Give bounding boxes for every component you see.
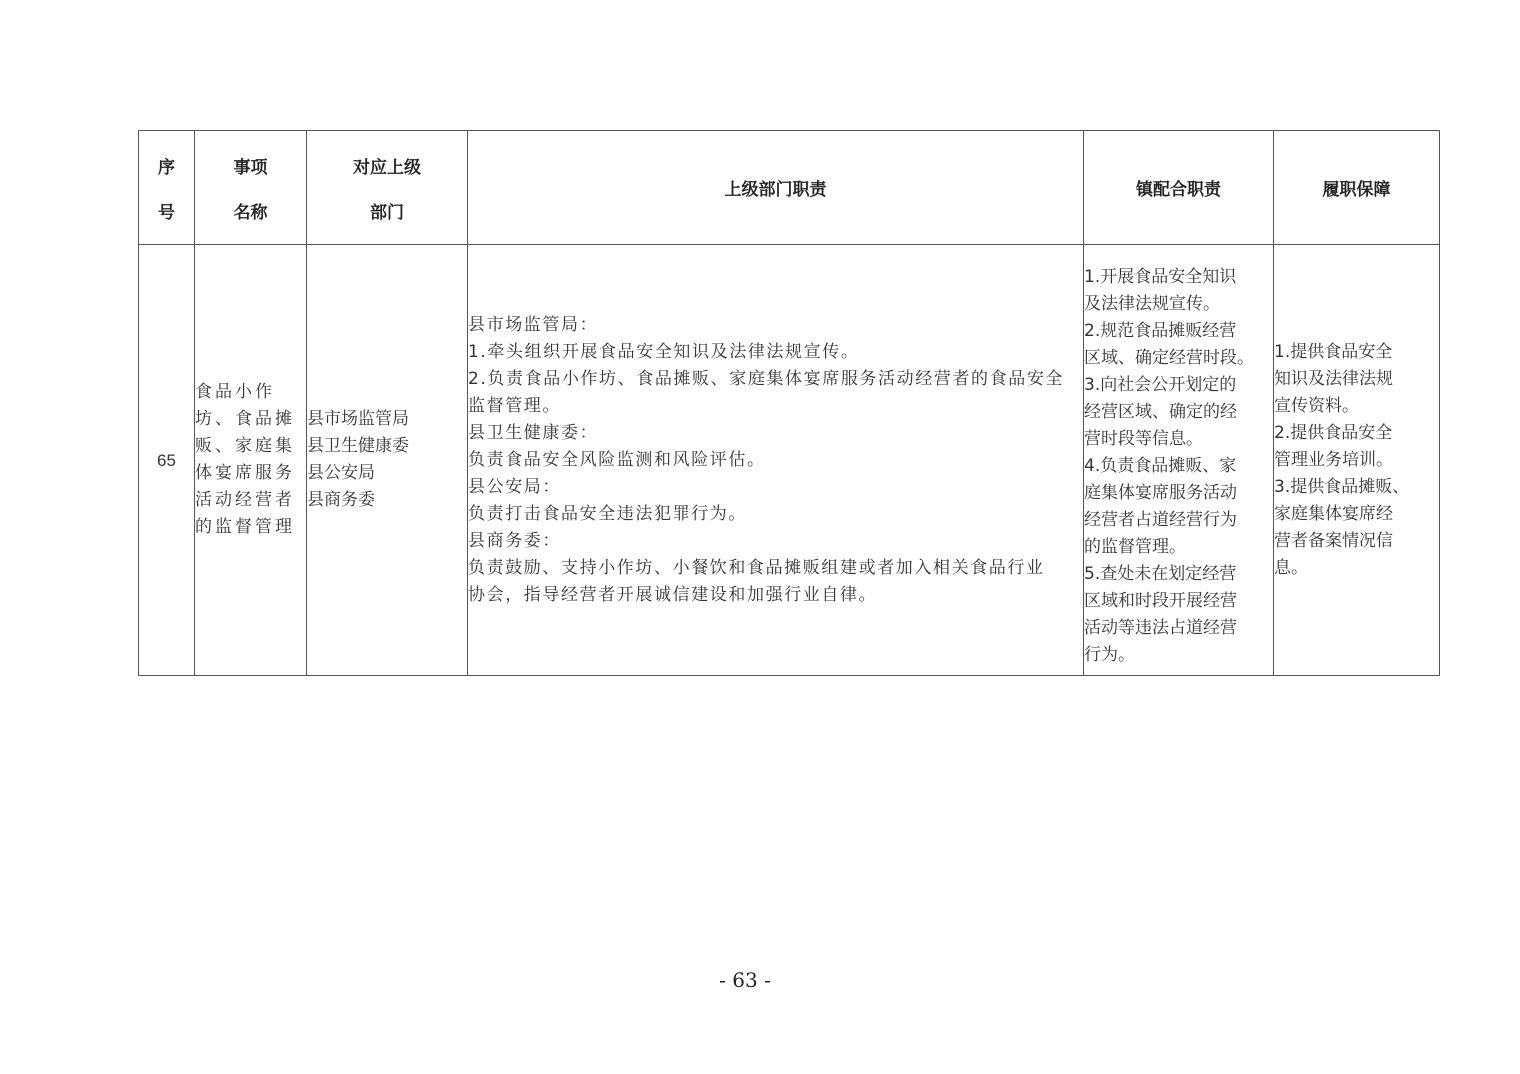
town-duty-line: 经营区域、确定的经 — [1084, 401, 1237, 422]
superior-duty-line: 县卫生健康委： — [468, 422, 599, 443]
town-duty-line: 区域、确定经营时段。 — [1084, 347, 1254, 368]
header-town-cooperation: 镇配合职责 — [1084, 131, 1274, 245]
header-seq — [139, 131, 195, 245]
cell-seq: 65 — [139, 245, 195, 676]
guarantee-line: 3.提供食品摊贩、 — [1274, 476, 1410, 497]
superior-duty-line: 负责打击食品安全违法犯罪行为。 — [468, 503, 747, 524]
superior-duty-line: 监督管理。 — [468, 395, 561, 416]
header-item-name-line1: 事项 — [233, 157, 268, 177]
town-duty-line: 4.负责食品摊贩、家 — [1084, 455, 1237, 476]
header-seq-line1: 序 — [158, 157, 175, 177]
duty-table — [138, 130, 1440, 676]
guarantee-line: 2.提供食品安全 — [1274, 422, 1393, 443]
department-line: 县公安局 — [307, 463, 375, 483]
town-duty-line: 5.查处未在划定经营 — [1084, 563, 1237, 584]
page-number: - 63 - — [719, 968, 771, 992]
superior-duty-line: 负责食品安全风险监测和风险评估。 — [468, 449, 766, 470]
header-item-name-line2: 名称 — [233, 202, 268, 222]
table-row — [139, 245, 1440, 676]
superior-duty-line: 协会，指导经营者开展诚信建设和加强行业自律。 — [468, 584, 878, 605]
department-line: 县商务委 — [307, 490, 375, 510]
header-superior-department-line1: 对应上级 — [353, 157, 421, 177]
town-duty-line: 1.开展食品安全知识 — [1084, 266, 1237, 287]
header-superior-department-line2: 部门 — [370, 202, 404, 222]
superior-duty-line: 县市场监管局： — [468, 314, 599, 335]
department-line: 县卫生健康委 — [307, 436, 409, 456]
header-superior-duty: 上级部门职责 — [468, 131, 1084, 245]
header-item-name — [195, 131, 307, 245]
guarantee-line: 营者备案情况信 — [1274, 530, 1393, 551]
guarantee-line: 宣传资料。 — [1274, 395, 1359, 416]
table-header-row — [139, 131, 1440, 245]
town-duty-line: 营时段等信息。 — [1084, 428, 1203, 449]
town-duty-line: 2.规范食品摊贩经营 — [1084, 320, 1237, 341]
superior-duty-line: 负责鼓励、支持小作坊、小餐饮和食品摊贩组建或者加入相关食品行业 — [468, 557, 1045, 578]
town-duty-line: 的监督管理。 — [1084, 536, 1186, 557]
superior-duty-line: 县公安局： — [468, 476, 561, 497]
superior-duty-line: 县商务委： — [468, 530, 561, 551]
town-duty-line: 及法律法规宣传。 — [1084, 293, 1220, 314]
header-seq-line2: 号 — [158, 202, 175, 222]
town-duty-line: 庭集体宴席服务活动 — [1084, 482, 1237, 503]
guarantee-line: 知识及法律法规 — [1274, 368, 1393, 389]
town-duty-line: 经营者占道经营行为 — [1084, 509, 1237, 530]
guarantee-line: 家庭集体宴席经 — [1274, 503, 1393, 524]
town-duty-line: 行为。 — [1084, 644, 1135, 665]
cell-item-name — [195, 245, 307, 676]
town-duty-line: 活动等违法占道经营 — [1084, 617, 1237, 638]
cell-departments — [307, 245, 468, 676]
header-guarantee: 履职保障 — [1274, 131, 1440, 245]
town-duty-line: 区域和时段开展经营 — [1084, 590, 1237, 611]
guarantee-line: 1.提供食品安全 — [1274, 341, 1393, 362]
superior-duty-line: 2.负责食品小作坊、食品摊贩、家庭集体宴席服务活动经营者的食品安全 — [468, 368, 1065, 389]
town-duty-line: 3.向社会公开划定的 — [1084, 374, 1237, 395]
guarantee-line: 管理业务培训。 — [1274, 449, 1393, 470]
guarantee-line: 息。 — [1274, 557, 1308, 578]
item-name-text: 食品小作坊、食品摊贩、家庭集体宴席服务活动经营者的监督管理 — [195, 382, 295, 537]
cell-superior-duties — [468, 245, 1084, 676]
cell-town-duties — [1084, 245, 1274, 676]
header-superior-department — [307, 131, 468, 245]
cell-guarantees — [1274, 245, 1440, 676]
department-line: 县市场监管局 — [307, 409, 409, 429]
superior-duty-line: 1.牵头组织开展食品安全知识及法律法规宣传。 — [468, 341, 860, 362]
